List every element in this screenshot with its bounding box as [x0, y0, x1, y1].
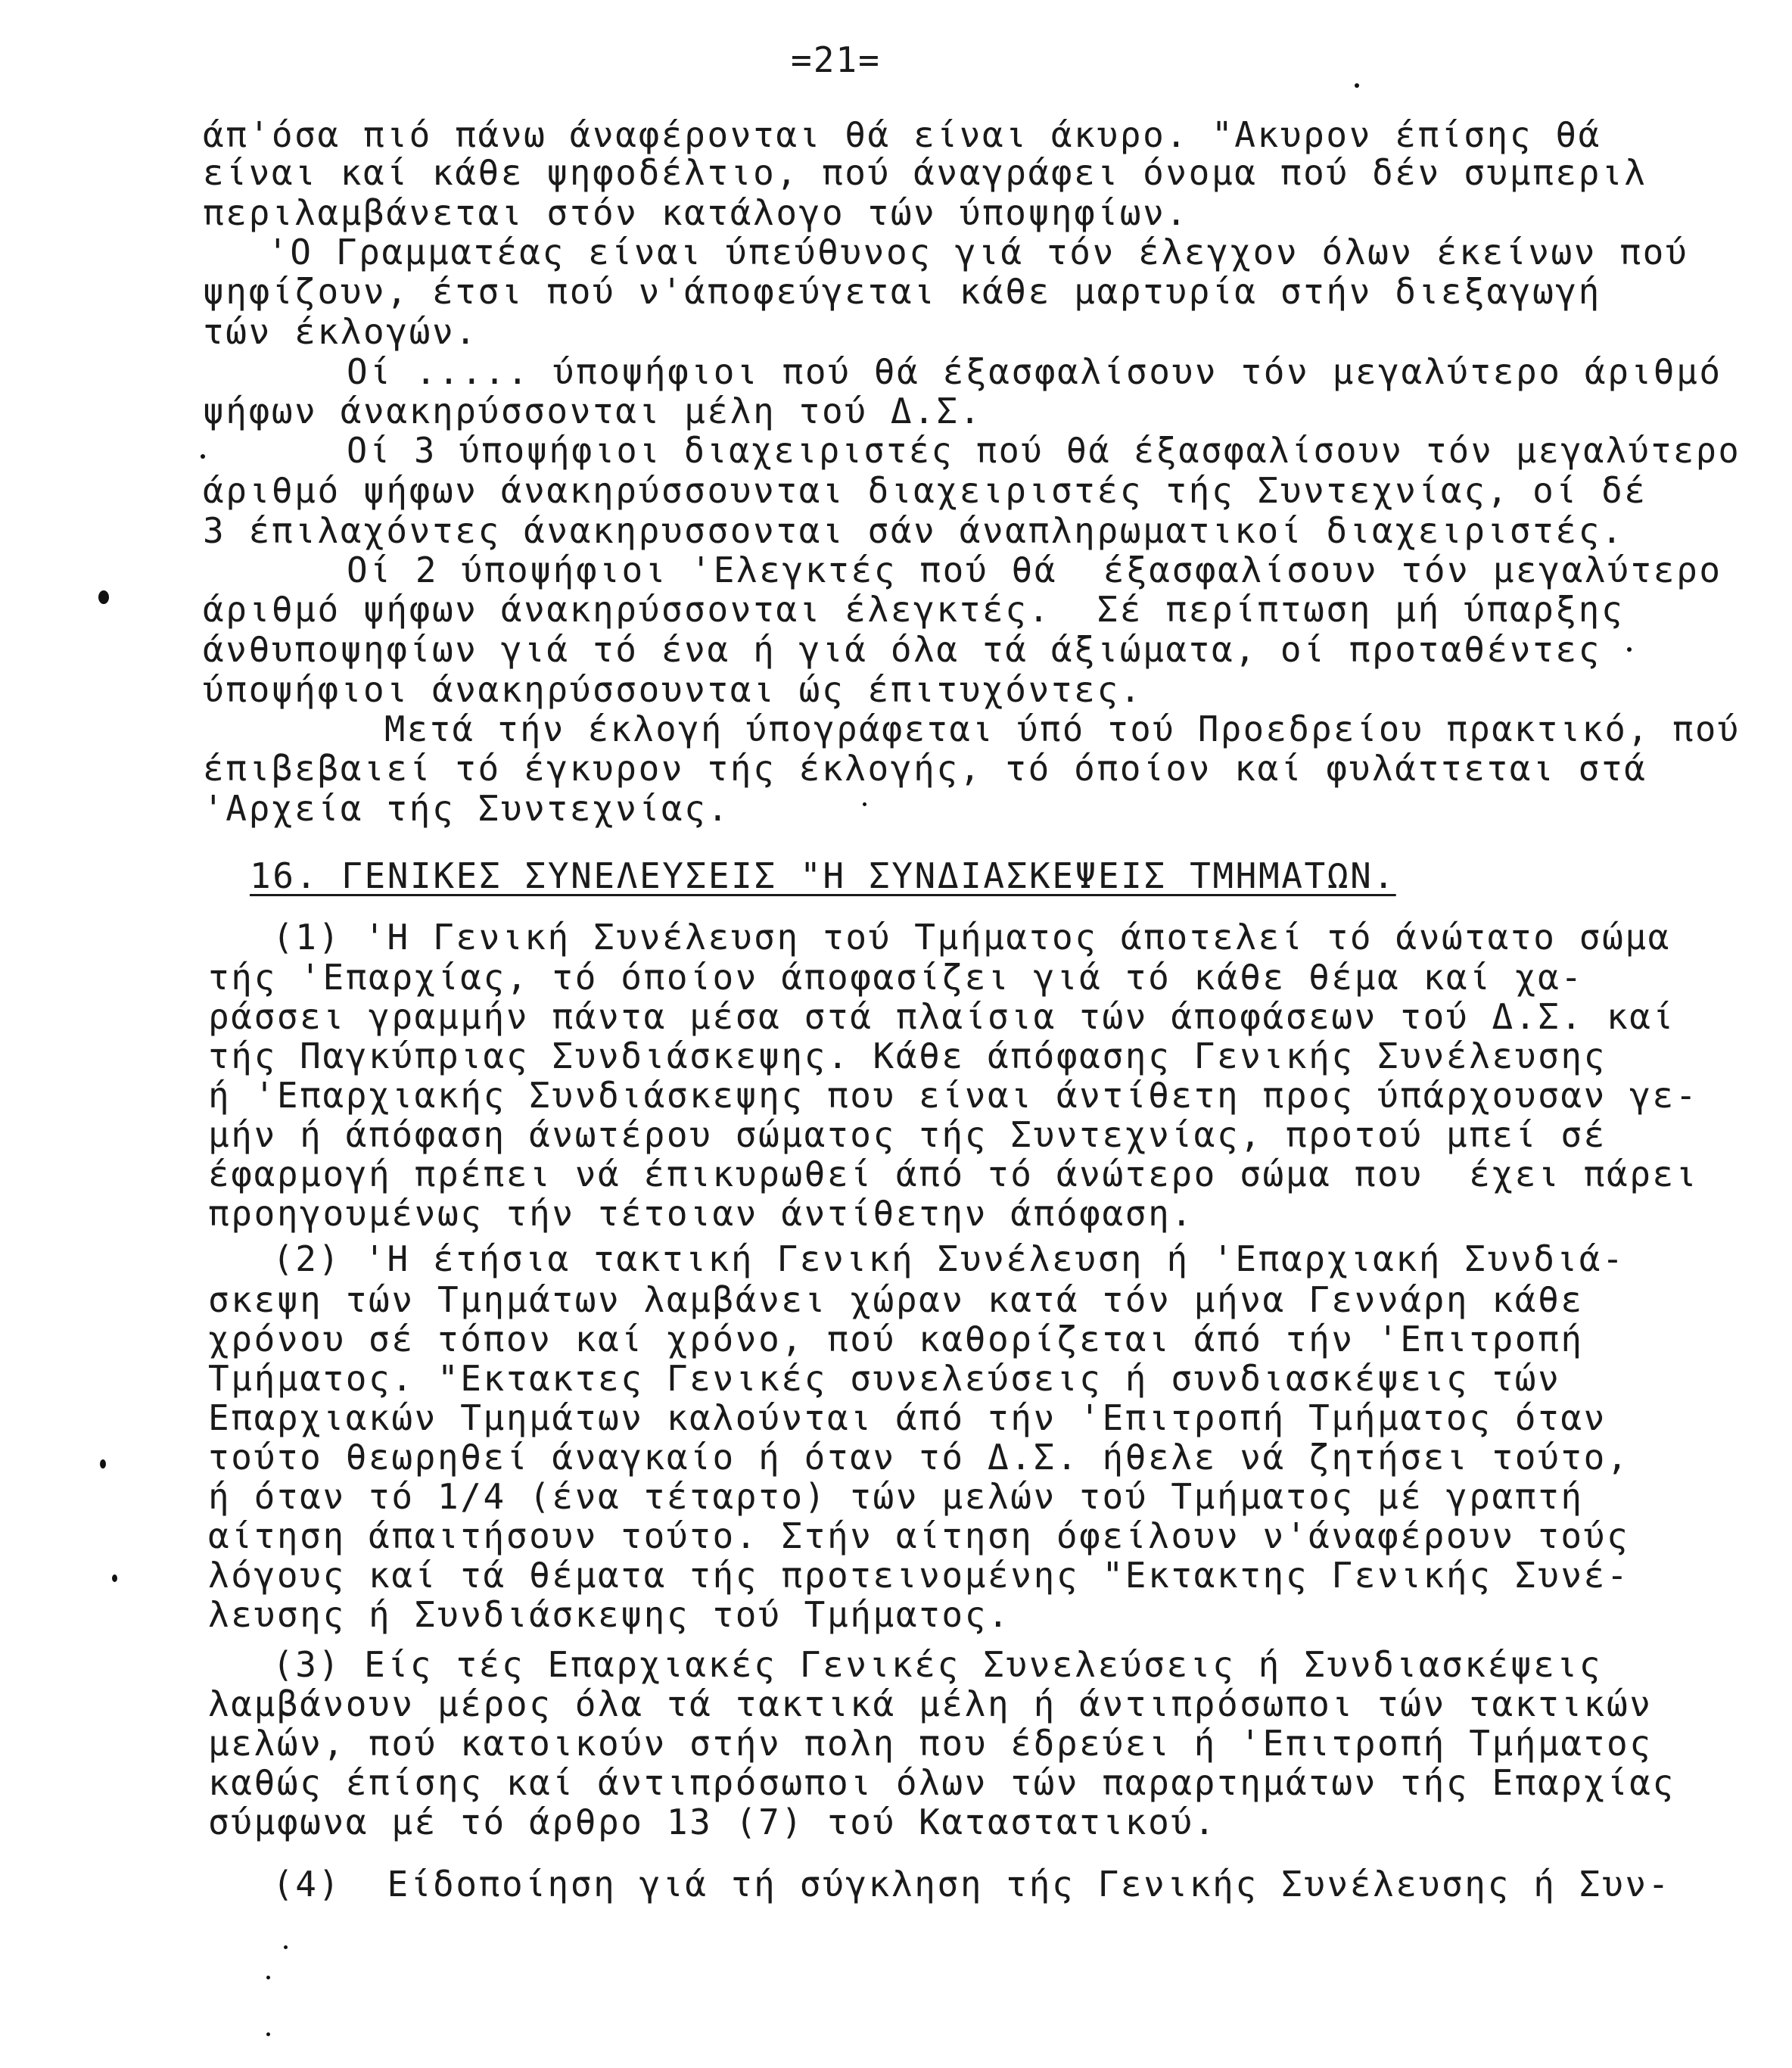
text-line: 3 έπιλαχόντες άνακηρυσσονται σάν άναπληρωματικοί διαχειριστές.: [203, 510, 1625, 551]
text-line: μήν ή άπόφαση άνωτέρου σώματος τής Συντεχνίας, προτού μπεί σέ: [208, 1114, 1607, 1155]
margin-speck: [266, 2032, 270, 2036]
text-line: είναι καί κάθε ψηφοδέλτιο, πού άναγράφει όνομα πού δέν συμπεριλ: [203, 152, 1647, 193]
text-line: ή 'Επαρχιακής Συνδιάσκεψης που είναι άντίθετη προς ύπάρχουσαν γε-: [208, 1075, 1699, 1116]
text-line: έφαρμογή πρέπει νά έπικυρωθεί άπό τό άνώτερο σώμα που έχει πάρει: [208, 1154, 1699, 1194]
text-line: αίτηση άπαιτήσουν τούτο. Στήν αίτηση όφείλουν ν'άναφέρουν τούς: [208, 1515, 1630, 1556]
text-line: Επαρχιακών Τμημάτων καλούνται άπό τήν 'Επιτροπή Τμήματος όταν: [208, 1397, 1607, 1438]
text-line: τών έκλογών.: [203, 311, 478, 352]
text-line: μελών, πού κατοικούν στήν πολη που έδρεύει ή 'Επιτροπή Τμήματος: [208, 1723, 1653, 1764]
text-line: τής 'Επαρχίας, τό όποίον άποφασίζει γιά τό κάθε θέμα καί χα-: [208, 957, 1584, 998]
text-line: σκεψη τών Τμημάτων λαμβάνει χώραν κατά τόν μήνα Γεννάρη κάθε: [208, 1279, 1584, 1320]
margin-speck: [1355, 83, 1359, 88]
margin-speck: [201, 454, 205, 459]
text-line: ψήφων άνακηρύσσονται μέλη τού Δ.Σ.: [203, 391, 983, 431]
text-line: Οί ..... ύποψήφιοι πού θά έξασφαλίσουν τόν μεγαλύτερο άριθμό: [347, 351, 1722, 392]
margin-speck: [100, 1459, 106, 1468]
page-number: =21=: [791, 39, 881, 80]
text-line: καθώς έπίσης καί άντιπρόσωποι όλων τών παραρτημάτων τής Επαρχίας: [208, 1762, 1675, 1803]
text-line: ή όταν τό 1/4 (ένα τέταρτο) τών μελών τού Τμήματος μέ γραπτή: [208, 1476, 1584, 1517]
text-line: προηγουμένως τήν τέτοιαν άντίθετην άπόφαση.: [208, 1193, 1194, 1234]
margin-speck: [1627, 647, 1632, 652]
text-line: τούτο θεωρηθεί άναγκαίο ή όταν τό Δ.Σ. ήθελε νά ζητήσει τούτο,: [208, 1437, 1630, 1478]
text-line: λόγους καί τά θέματα τής προτεινομένης "Εκτακτης Γενικής Συνέ-: [208, 1555, 1630, 1596]
margin-speck: [863, 802, 866, 806]
text-line: Μετά τήν έκλογή ύπογράφεται ύπό τού Προεδρείου πρακτικό, πού: [384, 709, 1741, 749]
margin-speck: [266, 1976, 270, 1979]
text-line: Τμήματος. "Εκτακτες Γενικές συνελεύσεις ή συνδιασκέψεις τών: [208, 1358, 1561, 1399]
margin-speck: [98, 590, 109, 604]
text-line: (4) Είδοποίηση γιά τή σύγκληση τής Γενικής Συνέλευσης ή Συν-: [272, 1864, 1671, 1904]
text-line: άνθυποψηφίων γιά τό ένα ή γιά όλα τά άξιώματα, οί προταθέντες: [203, 629, 1601, 670]
text-line: λευσης ή Συνδιάσκεψης τού Τμήματος.: [208, 1594, 1011, 1635]
text-line: (3) Είς τές Επαρχιακές Γενικές Συνελεύσεις ή Συνδιασκέψεις: [272, 1644, 1603, 1685]
text-line: ψηφίζουν, έτσι πού ν'άποφεύγεται κάθε μαρτυρία στήν διεξαγωγή: [203, 271, 1601, 312]
text-line: λαμβάνουν μέρος όλα τά τακτικά μέλη ή άντιπρόσωποι τών τακτικών: [208, 1683, 1653, 1724]
text-line: 'Αρχεία τής Συντεχνίας.: [203, 788, 730, 829]
margin-speck: [112, 1574, 117, 1582]
text-line: άριθμό ψήφων άνακηρύσσονται έλεγκτές. Σέ περίπτωση μή ύπαρξης: [203, 589, 1625, 630]
text-line: ύποψήφιοι άνακηρύσσουνται ώς έπιτυχόντες.: [203, 669, 1143, 710]
text-line: σύμφωνα μέ τό άρθρο 13 (7) τού Καταστατικού.: [208, 1802, 1217, 1842]
text-line: τής Παγκύπριας Συνδιάσκεψης. Κάθε άπόφασης Γενικής Συνέλευσης: [208, 1036, 1607, 1076]
text-line: Οί 2 ύποψήφιοι 'Ελεγκτές πού θά έξασφαλίσουν τόν μεγαλύτερο: [347, 550, 1722, 590]
text-line: ράσσει γραμμήν πάντα μέσα στά πλαίσια τών άποφάσεων τού Δ.Σ. καί: [208, 996, 1675, 1037]
text-line: έπιβεβαιεί τό έγκυρον τής έκλογής, τό όποίον καί φυλάττεται στά: [203, 748, 1647, 789]
text-line: άπ'όσα πιό πάνω άναφέρονται θά είναι άκυρο. "Ακυρον έπίσης θά: [203, 114, 1601, 155]
text-line: περιλαμβάνεται στόν κατάλογο τών ύποψηφίων.: [203, 192, 1189, 233]
text-line: άριθμό ψήφων άνακηρύσσουνται διαχειριστές τής Συντεχνίας, οί δέ: [203, 470, 1647, 511]
text-line: χρόνου σέ τόπον καί χρόνο, πού καθορίζεται άπό τήν 'Επιτροπή: [208, 1319, 1584, 1359]
text-line: Οί 3 ύποψήφιοι διαχειριστές πού θά έξασφαλίσουν τόν μεγαλύτερο: [347, 430, 1741, 471]
text-line: (1) 'Η Γενική Συνέλευση τού Τμήματος άποτελεί τό άνώτατο σώμα: [272, 917, 1671, 958]
margin-speck: [284, 1945, 288, 1949]
text-line: (2) 'Η έτήσια τακτική Γενική Συνέλευση ή 'Επαρχιακή Συνδιά-: [272, 1238, 1626, 1279]
section-heading: 16. ΓΕΝΙΚΕΣ ΣΥΝΕΛΕΥΣΕΙΣ "Η ΣΥΝΔΙΑΣΚΕΨΕΙΣ ΤΜΗΜΑΤΩΝ.: [250, 855, 1396, 896]
text-line: 'Ο Γραμματέας είναι ύπεύθυνος γιά τόν έλεγχον όλων έκείνων πού: [267, 232, 1689, 273]
